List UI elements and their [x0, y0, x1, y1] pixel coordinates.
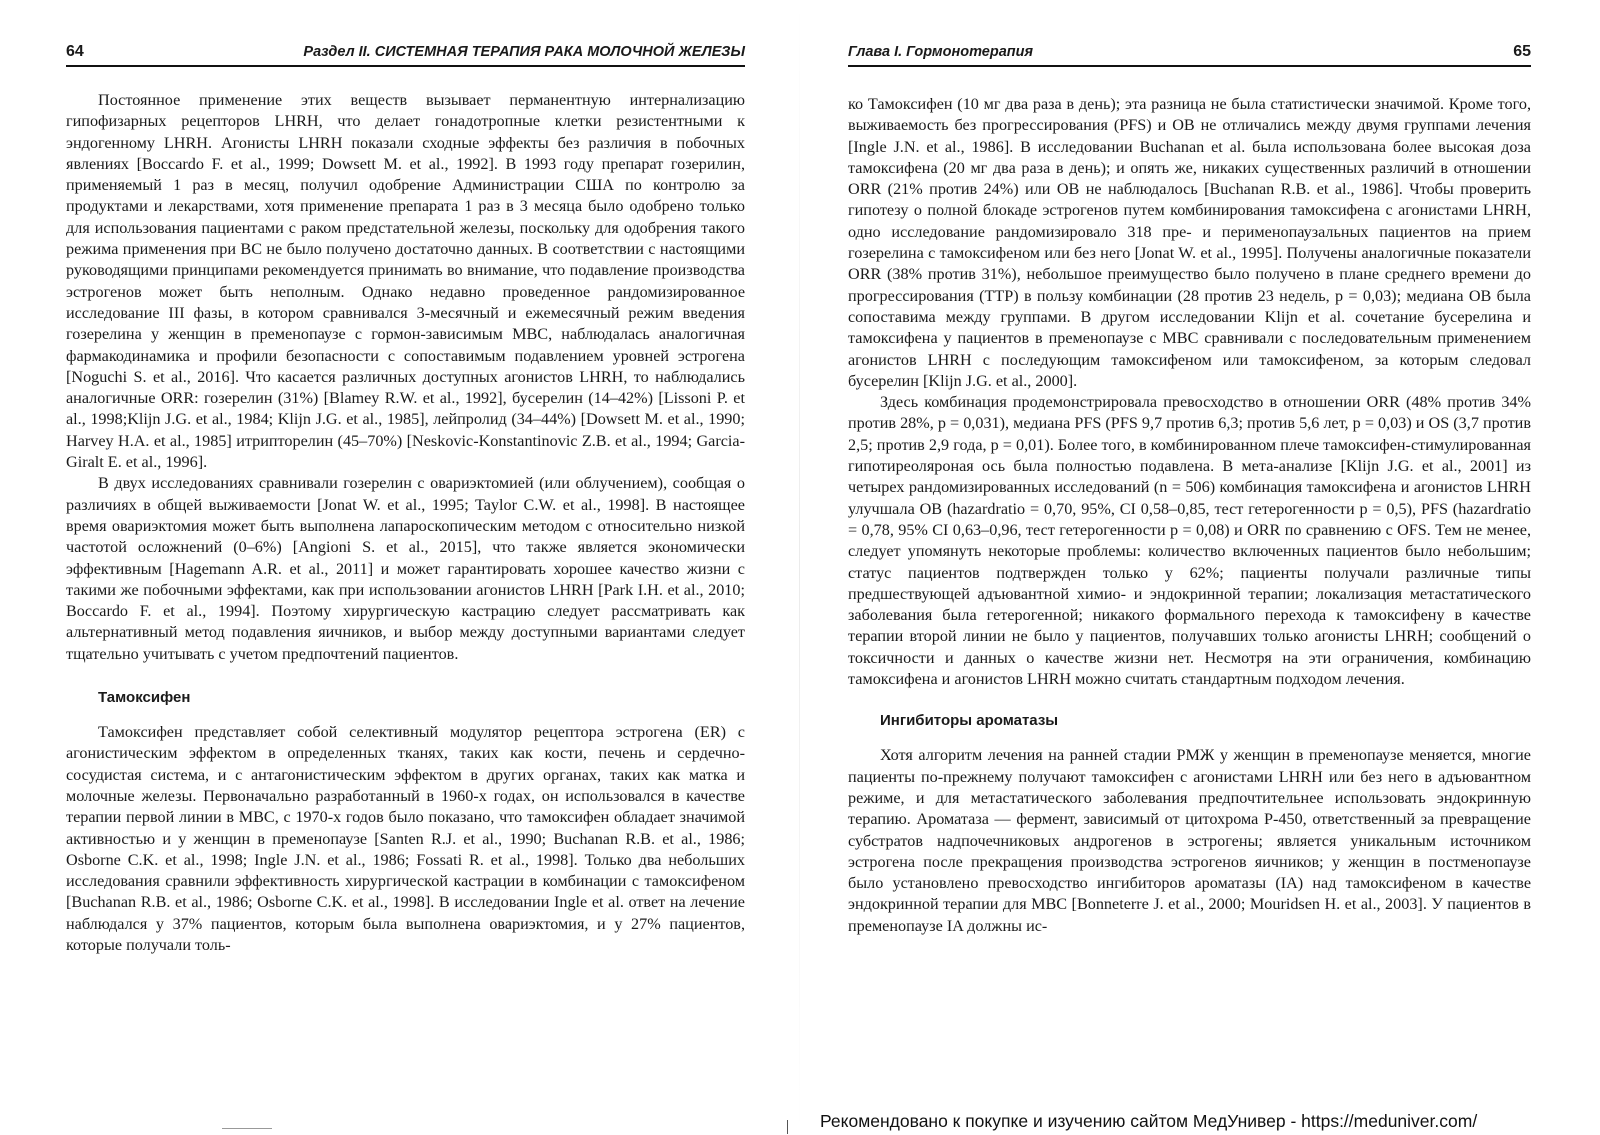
running-head-title: Глава I. Гормонотерапия	[848, 44, 1034, 60]
running-header-left	[66, 41, 745, 67]
footer-watermark: Рекомендовано к покупке и изучению сайтом МедУнивер - https://meduniver.com/	[820, 1111, 1478, 1131]
text-column-right	[848, 94, 1531, 937]
running-head-title: Раздел II. СИСТЕМНАЯ ТЕРАПИЯ РАКА МОЛОЧНОЙ ЖЕЛЕЗЫ	[303, 44, 745, 60]
body-paragraph: Тамоксифен представляет собой селективный модулятор рецептора эстрогена (ER) с агонистическим эффектом в определенных тканях, таких как кости, печень и сердечно-сосудистая система, и с антагонистическим эффектом в других органах, таких как матка и молочные железы. Первоначально разработанный в 1960-х годах, он использовался в качестве терапии первой линии в МВС, с 1970-х годов было показано, что тамоксифен обладает значимой активностью и у женщин в пременопаузе [Santen R.J. et al., 1990; Buchanan R.B. et al., 1986; Osborne C.K. et al., 1998; Ingle J.N. et al., 1986; Fossati R. et al., 1998]. Только два небольших исследования сравнили эффективность хирургической кастрации в комбинации с тамоксифеном [Buchanan R.B. et al., 1986; Osborne C.K. et al., 1998]. В исследовании Ingle et al. ответ на лечение наблюдался у 37% пациентов, которым была выполнена овариэктомия, и у 27% пациентов, которые получали толь-	[66, 723, 745, 954]
scan-mark	[787, 1120, 788, 1134]
scan-mark	[222, 1128, 272, 1129]
section-heading-aromatase-inhibitors: Ингибиторы ароматазы	[880, 712, 1059, 730]
body-paragraph: В двух исследованиях сравнивали гозерелин с овариэктомией (или облучением), сообщая о различиях в общей выживаемости [Jonat W. et al., 1995; Taylor C.W. et al., 1998]. В настоящее время овариэктомия может быть выполнена лапароскопическим методом с относительно низкой частотой осложнений (0–6%) [Angioni S. et al., 2015], что также является экономически эффективным [Hagemann A.R. et al., 2011] и может гарантировать хорошее качество жизни с такими же побочными эффектами, как при использовании агонистов LHRH [Park I.H. et al., 2010; Boccardo F. et al., 1994]. Поэтому хирургическую кастрацию следует рассматривать как альтернативный метод подавления яичников, и выбор между доступными вариантами следует тщательно учитывать с учетом предпочтений пациентов.	[66, 474, 745, 663]
page-number: 64	[66, 43, 84, 60]
page-number: 65	[1513, 43, 1531, 60]
running-header-right	[848, 41, 1531, 67]
text-column-left	[66, 90, 745, 956]
body-paragraph: ко Тамоксифен (10 мг два раза в день); эта разница не была статистически значимой. Кроме того, выживаемость без прогрессирования (PFS) и ОВ не отличались между двумя группами лечения [Ingle J.N. et al., 1986]. В исследовании Buchanan et al. была использована более высокая доза тамоксифена (20 мг два раза в день); и опять же, никаких существенных различий в отношении ORR (21% против 24%) или ОВ не наблюдалось [Buchanan R.B. et al., 1986]. Чтобы проверить гипотезу о полной блокаде эстрогенов путем комбинирования тамоксифена с агонистами LHRH, одно исследование рандомизировало 318 пре- и перименопаузальных пациентов на прием гозерелина с тамоксифеном или без него [Jonat W. et al., 1995]. Получены аналогичные показатели ORR (38% против 31%), небольшое преимущество было получено в плане среднего времени до прогрессирования (TTP) в пользу комбинации (28 против 23 недель, p = 0,03); медиана ОВ была сопоставима между группами. В другом исследовании Klijn et al. сочетание бусерелина и тамоксифена у пациентов в пременопаузе с МВС сравнивали с последовательным применением агонистов LHRH с последующим тамоксифеном или тамоксифеном, за которым следовал бусерелин [Klijn J.G. et al., 2000].	[848, 95, 1531, 390]
body-paragraph: Постоянное применение этих веществ вызывает перманентную интернализацию гипофизарных рецепторов LHRH, что делает гонадотропные клетки резистентными к эндогенному LHRH. Агонисты LHRH показали сходные эффекты без различия в побочных явлениях [Boccardo F. et al., 1999; Dowsett M. et al., 1992]. В 1993 году препарат гозерилин, применяемый 1 раз в месяц, получил одобрение Администрации США по контролю за продуктами и лекарствами, хотя применение препарата 1 раз в 3 месяца было одобрено только для использования пациентами с раком предстательной железы, поскольку для одобрения такого режима применения при ВС не было получено достаточно данных. В соответствии с настоящими руководящими принципами рекомендуется принимать во внимание, что подавление производства эстрогенов может быть неполным. Однако недавно проведенное рандомизированное исследование III фазы, в котором сравнивался 3-месячный и ежемесячный режим введения гозерелина у женщин в пременопаузе с гормон-зависимым МВС, наблюдалась аналогичная фармакодинамика и профили безопасности с сопоставимым подавлением уровней эстрогена [Noguchi S. et al., 2016]. Что касается различных доступных агонистов LHRH, то наблюдались аналогичные ORR: гозерелин (31%) [Blamey R.W. et al., 1992], бусерелин (14–42%) [Lissoni P. et al., 1998;Klijn J.G. et al., 1984; Klijn J.G. et al., 1985], лейпролид (34–44%) [Dowsett M. et al., 1990; Harvey H.A. et al., 1985] итрипторелин (45–70%) [Neskovic-Konstantinovic Z.B. et al., 1994; Garcia-Giralt E. et al., 1996].	[66, 91, 745, 472]
right-page	[800, 0, 1600, 1135]
body-paragraph: Здесь комбинация продемонстрировала превосходство в отношении ORR (48% против 34% против 28%, p = 0,031), медиана PFS (PFS 9,7 против 6,3; против 5,6 лет, p = 0,03) и OS (3,7 против 2,5; против 2,9 года, p = 0,01). Более того, в комбинированном плече тамоксифен-стимулированная гипотиреоляроная ось была полностью подавлена. В мета-анализе [Klijn J.G. et al., 2001] из четырех рандомизированных исследований (n = 506) комбинация тамоксифена и агонистов LHRH улучшала ОВ (hazardratio = 0,70, 95%, CI 0,58–0,85, тест гетерогенности p = 0,5), PFS (hazardratio = 0,78, 95% CI 0,63–0,96, тест гетерогенности p = 0,08) и ORR по сравнению с OFS. Тем не менее, следует упомянуть некоторые проблемы: количество включенных пациентов было небольшим; статус пациентов подтвержден только у 62%; пациенты получали различные типы предшествующей адъювантной химио- и эндокринной терапии; локализация метастатического заболевания была гетерогенной; никакого формального перехода к тамоксифену в качестве терапии второй линии не было у пациентов, получавших только агонисты LHRH; сообщений о токсичности и данных о качестве жизни нет. Несмотря на эти ограничения, комбинацию тамоксифена и агонистов LHRH можно считать стандартным подходом лечения.	[848, 393, 1531, 689]
body-paragraph: Хотя алгоритм лечения на ранней стадии РМЖ у женщин в пременопаузе меняется, многие пациенты по-прежнему получают тамоксифен с агонистами LHRH или без него в адъювантном режиме, и для метастатического заболевания предпочтительнее использовать эндокринную терапию. Ароматаза — фермент, зависимый от цитохрома Р-450, ответственный за превращение субстратов надпочечниковых андрогенов в эстрогены; является уникальным источником эстрогена после прекращения производства эстрогенов яичников; у женщин в постменопаузе было установлено превосходство ингибиторов ароматазы (IA) над тамоксифеном в качестве эндокринной терапии для МВС [Bonneterre J. et al., 2000; Mouridsen H. et al., 2003]. У пациентов в пременопаузе IA должны ис-	[848, 746, 1531, 935]
section-heading-tamoxifen: Тамоксифен	[98, 689, 191, 707]
